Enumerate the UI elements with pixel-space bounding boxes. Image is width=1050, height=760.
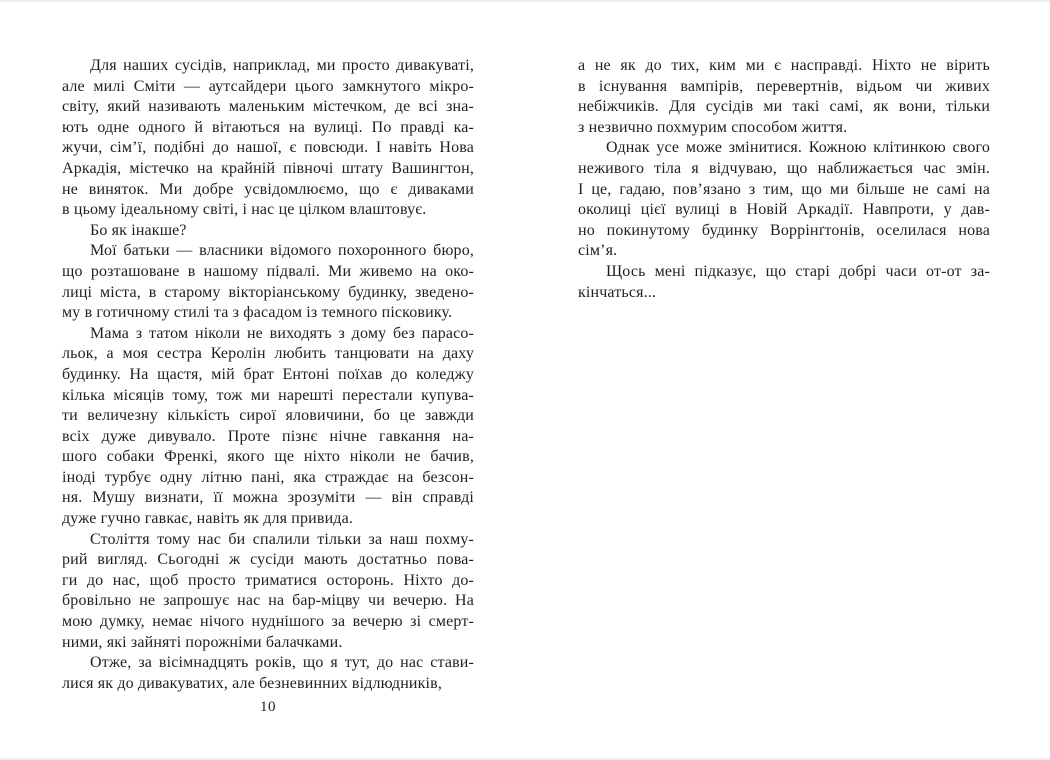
page-number: 10 [260,699,276,715]
text-line: но покинутому будинку Воррінґтонів, оселилася нова [578,221,990,239]
text-line: ними, які зайняті порожніми балачками. [62,633,343,651]
text-line: Для наших сусідів, наприклад, ми просто дивакуваті, [90,57,474,74]
text-line: жучи, сім’ї, подібні до нашої, є повсюди. І навіть Нова [62,139,474,157]
paragraph [62,221,474,242]
text-line: сім’я. [578,242,618,260]
text-line: небіжчиків. Для сусідів ми такі самі, як вони, тільки [578,98,990,116]
text-line: околиці цієї вулиці в Новій Аркадії. Навпроти, у дав- [578,201,990,219]
text-line: му в готичному стилі та з фасадом із темного пісковику. [62,304,453,322]
text-line: льок, а моя сестра Керолін любить танцювати на даху [62,345,474,363]
text-line: Бо як інакше? [90,221,187,239]
text-line: в цьому ідеальному світі, і нас це цілком влаштовує. [62,201,427,219]
text-line: лися як до дивакуватих, але безневинних відлюдників, [62,674,443,692]
text-line: ють одне одного й вітаються на вулиці. По правді ка- [62,118,474,136]
text-line: І це, гадаю, пов’язано з тим, що ми більше не самі на [578,180,990,198]
text-line: Аркадія, містечко на крайній півночі штату Вашингтон, [62,159,474,177]
text-line: ти величезну кількість сирої яловичини, бо це завжди [62,407,474,425]
text-line: лиці міста, в старому вікторіанському будинку, зведено- [62,283,474,301]
text-line: всіх дуже дивувало. Проте пізнє нічне гавкання на- [62,427,474,445]
text-line: світу, який називають маленьким містечком, де всі зна- [62,98,474,116]
text-line: ня. Мушу визнати, її можна зрозуміти — він справді [62,489,474,507]
text-line: кінчаться... [578,283,657,301]
page-top-edge [0,0,1050,2]
paragraph [578,138,990,262]
text-line: а не як до тих, ким ми є насправді. Ніхто не вірить [578,57,990,74]
text-line: шого собаки Френкі, якого ще ніхто ніколи не бачив, [62,448,474,466]
paragraph [62,324,474,530]
left-page-text [62,56,474,694]
text-line: ги до нас, щоб просто триматися осторонь. Ніхто до- [62,571,474,589]
text-line: з незвично похмурим способом життя. [578,118,848,136]
text-line: іноді турбує одну літню пані, яка страждає на безсон- [62,468,474,486]
text-line: Однак усе може змінитися. Кожною клітинкою свого [606,139,990,157]
text-line: Щось мені підказує, що старі добрі часи от-от за- [606,262,990,280]
text-line: Отже, за вісімнадцять років, що я тут, до нас стави- [90,654,474,672]
paragraph [62,653,474,694]
paragraph [62,530,474,654]
text-line: Мої батьки — власники відомого похоронного бюро, [90,242,474,260]
right-page-text [578,56,990,303]
paragraph [62,241,474,323]
text-line: неживого тіла я відчуваю, що наближається час змін. [578,159,990,177]
paragraph [578,262,990,303]
text-line: що розташоване в нашому підвалі. Ми живемо на око- [62,262,474,280]
paragraph [578,56,990,138]
text-line: бровільно не запрошує нас на бар-міцву чи вечерю. На [62,592,474,610]
text-line: кілька місяців тому, тож ми нарешті перестали купува- [62,386,474,404]
text-line: мою думку, немає нічого нуднішого за вечерю зі смерт- [62,613,474,631]
text-line: Століття тому нас би спалили тільки за наш похму- [90,530,474,548]
paragraph [62,56,474,221]
text-line: але милі Сміти — аутсайдери цього замкнутого мікро- [62,77,474,95]
text-line: в існування вампірів, перевертнів, відьом чи живих [578,77,990,95]
text-line: Мама з татом ніколи не виходять з дому без парасо- [90,324,474,342]
text-line: дуже гучно гавкає, навіть як для привида. [62,510,353,528]
text-line: не виняток. Ми добре усвідомлюємо, що є диваками [62,180,474,198]
text-line: рий вигляд. Сьогодні ж сусіди мають достатньо пова- [62,551,474,569]
text-line: будинку. На щастя, мій брат Ентоні поїхав до коледжу [62,365,474,383]
